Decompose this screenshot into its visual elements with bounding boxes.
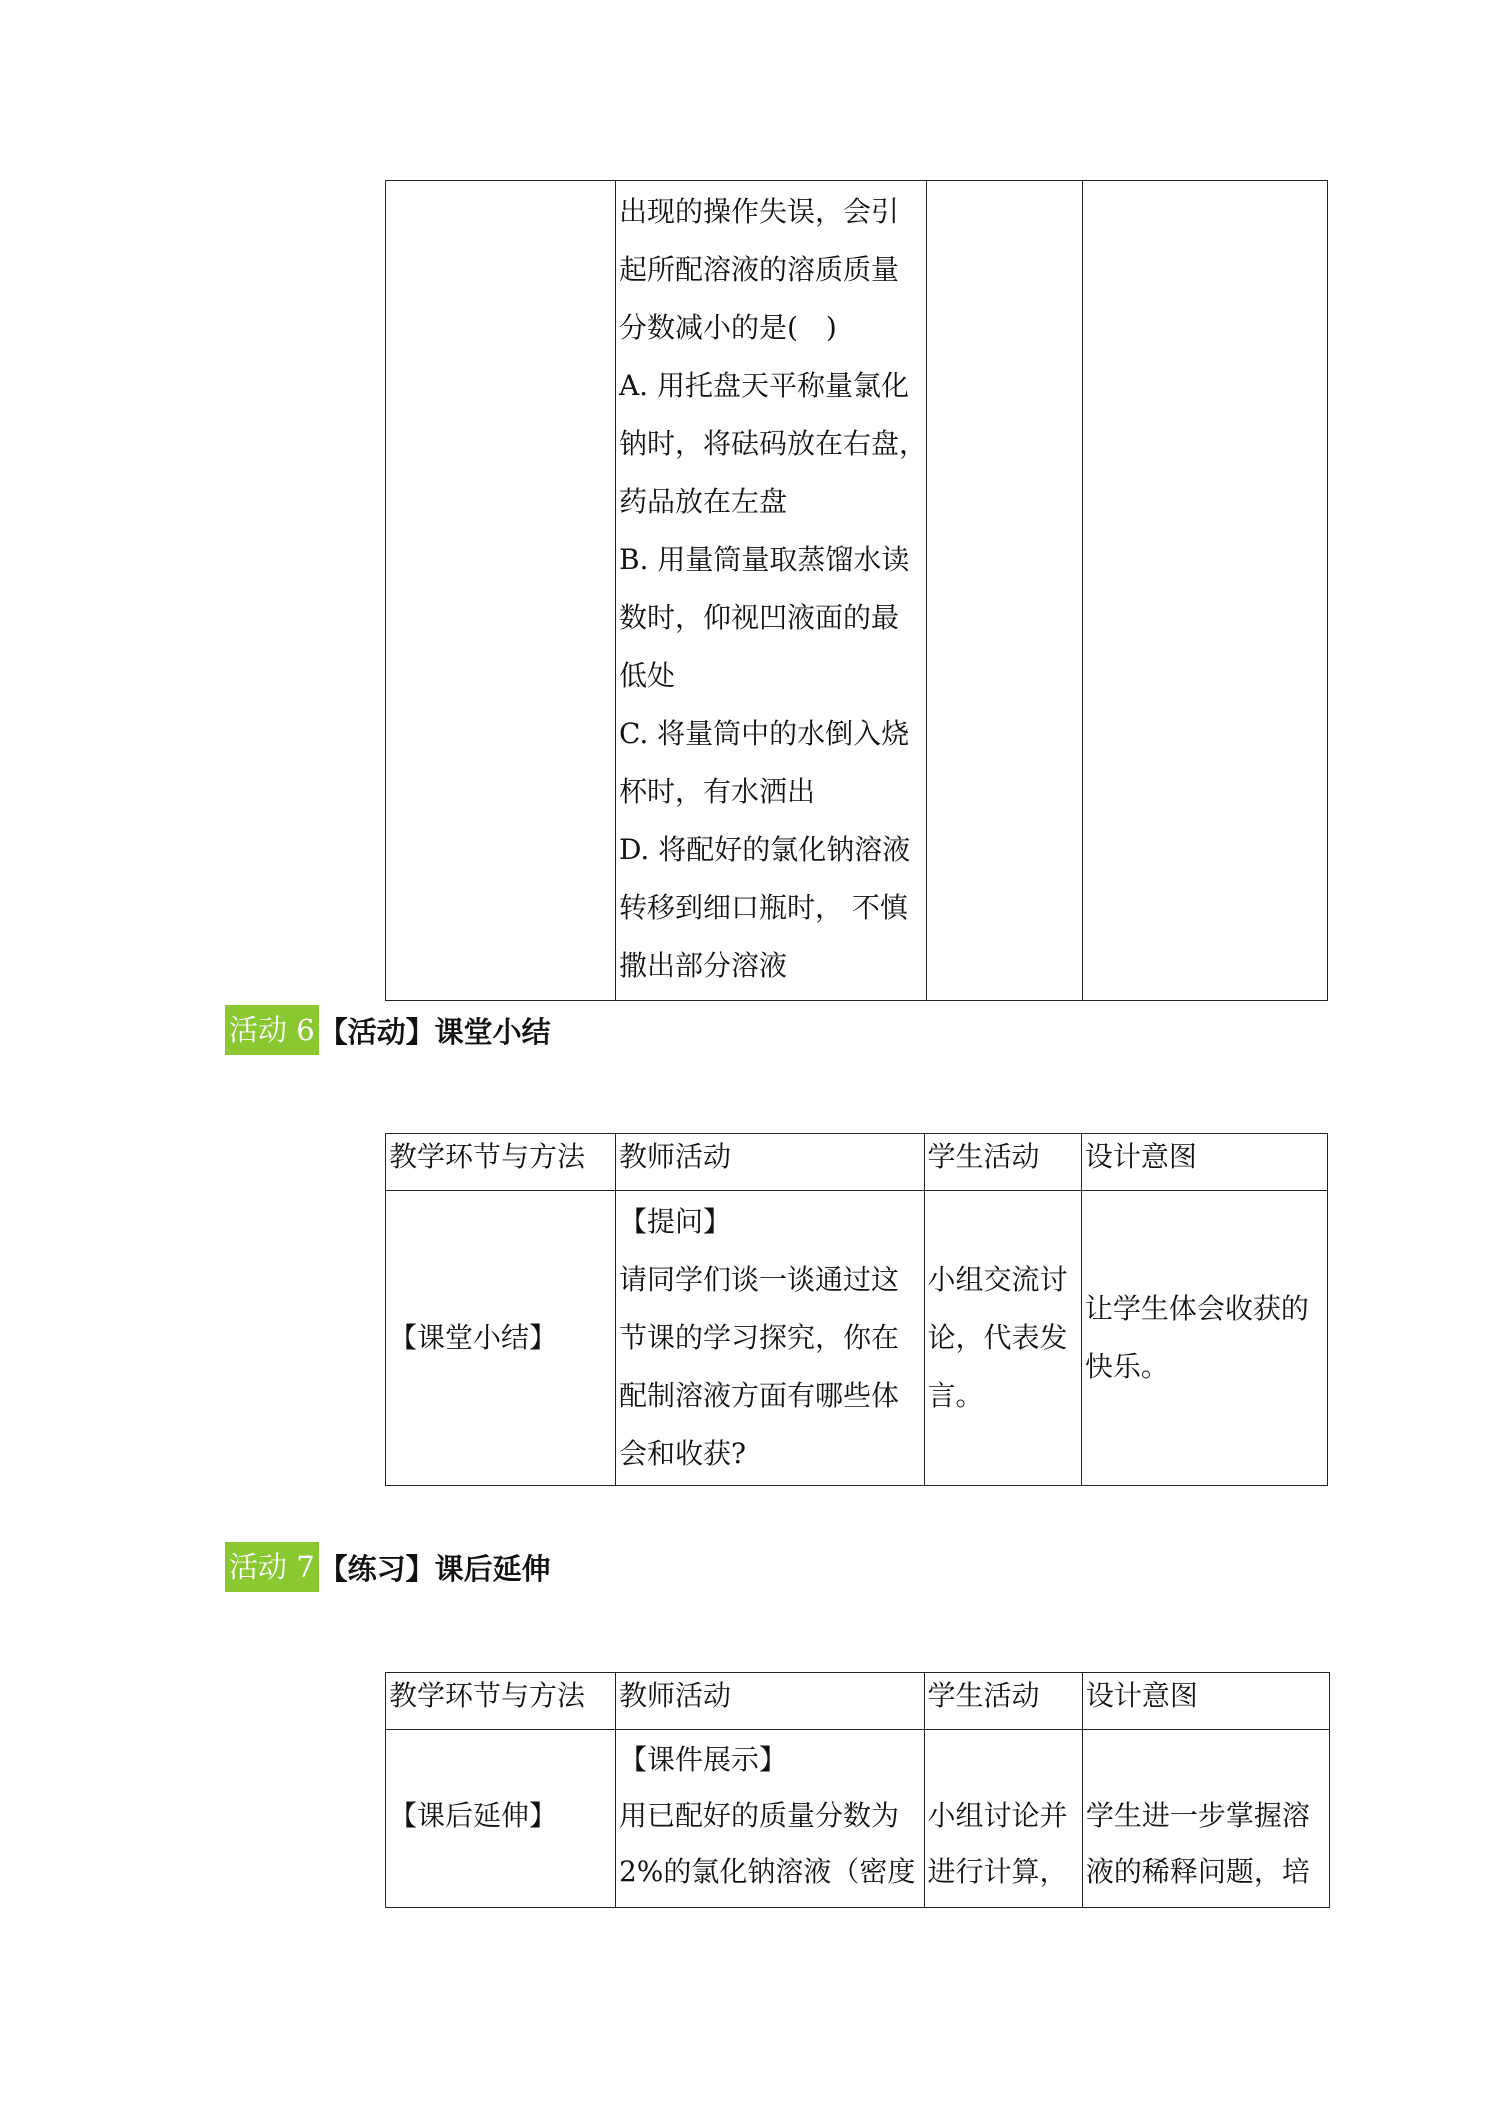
header-cell: 设计意图	[1081, 1134, 1327, 1191]
student-activity-cell	[924, 1730, 1082, 1908]
text-line: 数时，仰视凹液面的最	[618, 601, 899, 634]
text-line: 用已配好的质量分数为	[618, 1799, 899, 1832]
text-line: 药品放在左盘	[618, 485, 787, 518]
text-line: 进行计算，	[927, 1855, 1068, 1888]
summary-table	[385, 1133, 1328, 1486]
text-line: D. 将配好的氯化钠溶液	[618, 833, 911, 866]
text-line: B. 用量筒量取蒸馏水读	[618, 543, 910, 576]
text-line: 论，代表发	[927, 1321, 1068, 1354]
text-line: 【课件展示】	[618, 1743, 787, 1776]
text-line: 低处	[618, 659, 675, 692]
teacher-activity-cell	[615, 1730, 924, 1908]
text-line: 2%的氯化钠溶液（密度	[618, 1855, 916, 1888]
activity-tag: 活动 7	[225, 1542, 319, 1592]
activity-title: 【练习】课后延伸	[318, 1551, 551, 1586]
text-line: 让学生体会收获的	[1084, 1292, 1309, 1325]
text-line: 液的稀释问题，培	[1085, 1855, 1310, 1888]
teacher-activity-cell	[615, 1191, 924, 1486]
header-cell: 设计意图	[1082, 1673, 1329, 1730]
header-cell: 教师活动	[615, 1673, 924, 1730]
teacher-activity-cell	[615, 181, 926, 1001]
activity-tag: 活动 6	[225, 1005, 319, 1055]
text-line: 快乐。	[1084, 1350, 1169, 1383]
text-line: 分数减小的是( )	[618, 311, 837, 344]
stage-cell: 【课堂小结】	[386, 1191, 616, 1486]
stage-cell	[386, 181, 616, 1001]
extension-table	[385, 1672, 1330, 1908]
design-purpose-cell	[1082, 1730, 1329, 1908]
text-line: 会和收获?	[618, 1437, 746, 1470]
text-line: 小组讨论并	[927, 1799, 1068, 1832]
stage-cell	[386, 1730, 616, 1908]
student-activity-cell	[926, 181, 1082, 1001]
text-line: 配制溶液方面有哪些体	[618, 1379, 899, 1412]
header-cell: 教学环节与方法	[386, 1134, 616, 1191]
design-purpose-cell	[1082, 181, 1327, 1001]
text-line: 【课后延伸】	[389, 1799, 558, 1832]
text-line: 撒出部分溶液	[618, 949, 787, 982]
text-line: C. 将量筒中的水倒入烧	[618, 717, 910, 750]
text-line: 节课的学习探究，你在	[618, 1321, 899, 1354]
text-line: 起所配溶液的溶质质量	[618, 253, 899, 286]
table-row	[386, 181, 1328, 1001]
text-line: 请同学们谈一谈通过这	[618, 1263, 899, 1296]
text-line: 小组交流讨	[927, 1263, 1068, 1296]
text-line: 出现的操作失误，会引	[618, 195, 899, 228]
exercise-table	[385, 180, 1328, 1001]
text-line: 言。	[927, 1379, 984, 1412]
table-row	[386, 1730, 1330, 1908]
activity-7-heading	[225, 1542, 551, 1592]
activity-6-heading	[225, 1005, 551, 1055]
header-cell: 学生活动	[924, 1673, 1082, 1730]
text-line: 杯时，有水洒出	[618, 775, 815, 808]
table-header-row	[386, 1134, 1328, 1191]
text-line: 学生进一步掌握溶	[1085, 1799, 1310, 1832]
text-line: 钠时，将砝码放在右盘，	[618, 427, 927, 460]
design-purpose-cell	[1081, 1191, 1327, 1486]
text-line: 转移到细口瓶时， 不慎	[618, 891, 908, 924]
activity-title: 【活动】课堂小结	[318, 1014, 551, 1049]
header-cell: 学生活动	[924, 1134, 1081, 1191]
text-line: A. 用托盘天平称量氯化	[618, 369, 909, 402]
table-header-row	[386, 1673, 1330, 1730]
header-cell: 教学环节与方法	[386, 1673, 616, 1730]
text-line: 【提问】	[618, 1205, 731, 1238]
student-activity-cell	[924, 1191, 1081, 1486]
table-row	[386, 1191, 1328, 1486]
header-cell: 教师活动	[615, 1134, 924, 1191]
